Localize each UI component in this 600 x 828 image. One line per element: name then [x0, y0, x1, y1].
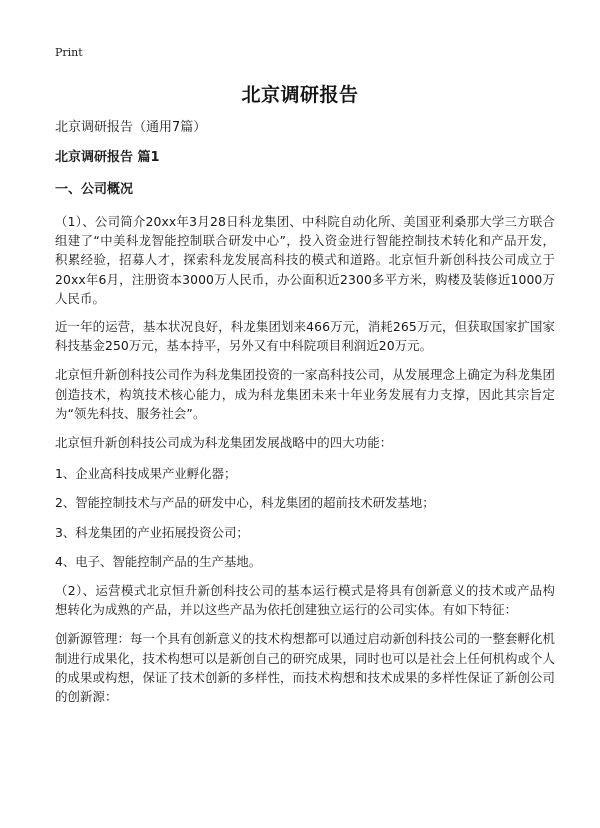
print-link[interactable]: Print [55, 46, 83, 59]
heading-company-overview: 一、公司概况 [55, 182, 134, 197]
paragraph-operations: 近一年的运营，基本状况良好，科龙集团划来466万元，消耗265万元，但获取国家扩国家科技基金250万元，基本持平，另外又有中科院项目利润近20万元。 [55, 319, 555, 354]
paragraph-innovation-source: 创新源管理：每一个具有创新意义的技术构想都可以通过启动新创科技公司的一整套孵化机制进行成果化，技术构想可以是新创自己的研究成果，同时也可以是社会上任何机构或个人的成果或构想，保证了技术创新的多样性，而技术构想和技术成果的多样性保证了新创公司的创新源： [55, 631, 555, 705]
paragraph-mission: 北京恒升新创科技公司作为科龙集团投资的一家高科技公司，从发展理念上确定为科龙集团创造技术，构筑技术核心能力，成为科龙集团未来十年业务发展有力支撑，因此其宗旨定为“领先科技、服务社会”。 [55, 367, 555, 421]
document-subtitle: 北京调研报告（通用7篇） [55, 120, 207, 135]
document-title: 北京调研报告 [241, 84, 359, 106]
section-title: 北京调研报告 篇1 [55, 150, 160, 165]
list-item: 1、企业高科技成果产业孵化器； [55, 466, 237, 482]
document-body [55, 118, 555, 715]
paragraph-operating-model: （2）、运营模式北京恒升新创科技公司的基本运行模式是将具有创新意义的技术或产品构想转化为成熟的产品，并以这些产品为依托创建独立运行的公司实体。有如下特征： [55, 583, 555, 618]
list-item: 3、科龙集团的产业拓展投资公司； [55, 524, 249, 540]
paragraph-functions-intro: 北京恒升新创科技公司成为科龙集团发展战略中的四大功能： [55, 435, 393, 451]
paragraph-company-intro: （1）、公司简介20xx年3月28日科龙集团、中科院自动化所、美国亚利桑那大学三方联合组建了“中美科龙智能控制联合研发中心”，投入资金进行智能控制技术转化和产品开发，积累经验，招募人才，探索科龙发展高科技的模式和道路。北京恒升新创科技公司成立于20xx年6月，注册资本3000万人民币，办公面积近2300多平方米，购楼及装修近1000万人民币。 [55, 214, 555, 306]
list-item: 2、智能控制技术与产品的研发中心，科龙集团的超前技术研发基地； [55, 495, 435, 511]
list-item: 4、电子、智能控制产品的生产基地。 [55, 553, 262, 569]
